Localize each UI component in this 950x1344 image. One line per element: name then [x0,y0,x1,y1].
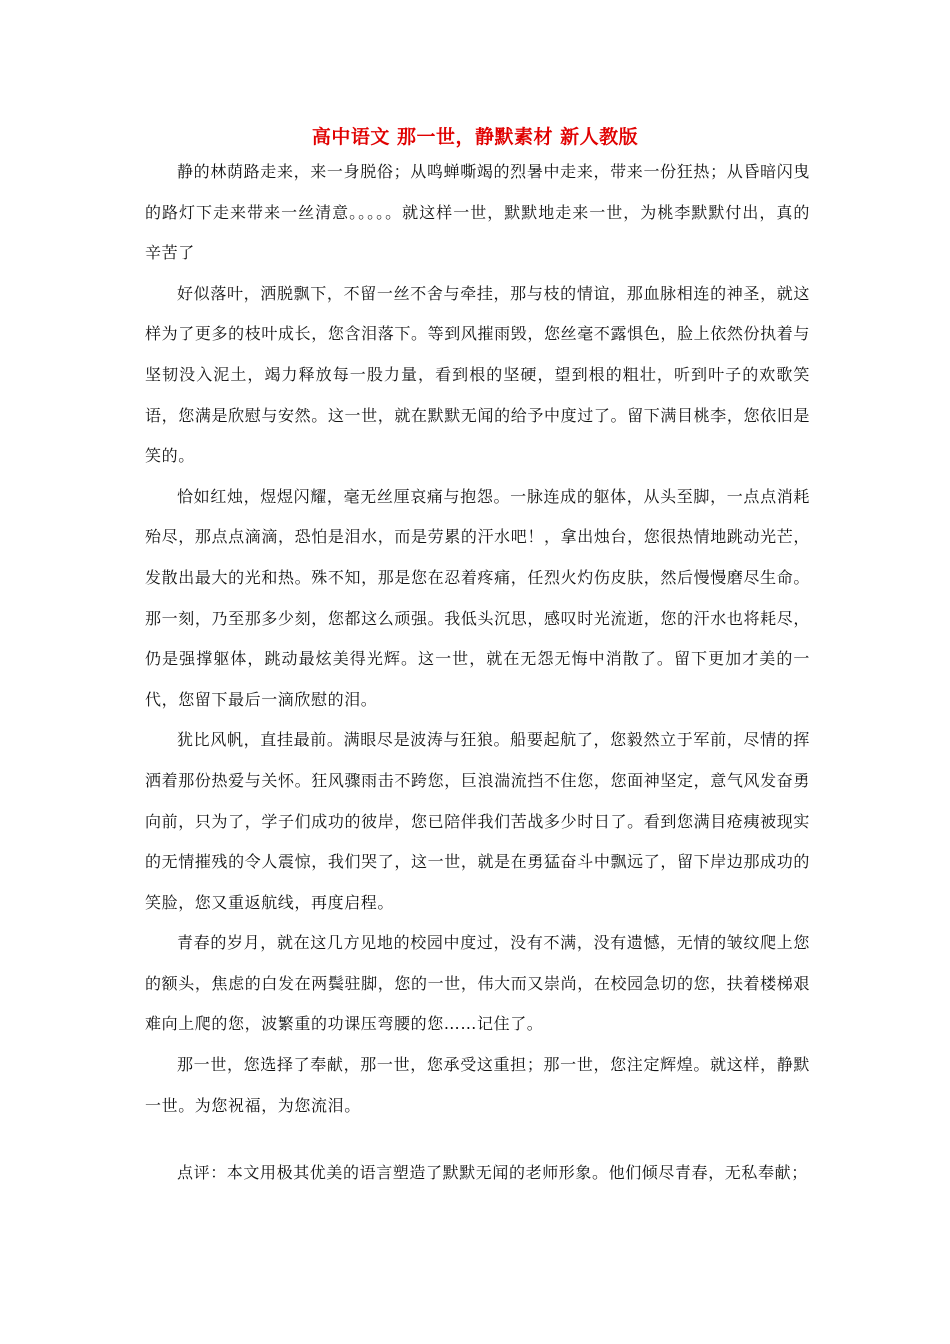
paragraph-5: 青春的岁月，就在这几方见地的校园中度过，没有不满，没有遗憾，无情的皱纹爬上您的额头，焦虑的白发在两鬓驻脚，您的一世，伟大而又崇尚，在校园急切的您，扶着楼梯艰难向上爬的您，波繁重的功课压弯腰的您……记住了。 [145,933,810,1034]
paragraph-3: 恰如红烛，煜煜闪耀，毫无丝厘哀痛与抱怨。一脉连成的躯体，从头至脚，一点点消耗殆尽，那点点滴滴，恐怕是泪水，而是劳累的汗水吧！，拿出烛台，您很热情地跳动光芒，发散出最大的光和热。殊不知，那是您在忍着疼痛，任烈火灼伤皮肤，然后慢慢磨尽生命。那一刻，乃至那多少刻，您都这么顽强。我低头沉思，感叹时光流逝，您的汗水也将耗尽，仍是强撑躯体，跳动最炫美得光辉。这一世，就在无怨无悔中消散了。留下更加才美的一代，您留下最后一滴欣慰的泪。 [145,486,810,709]
commentary: 点评：本文用极其优美的语言塑造了默默无闻的老师形象。他们倾尽青春，无私奉献； [177,1163,808,1182]
article-body [145,152,810,1126]
paragraph-2: 好似落叶，洒脱飘下，不留一丝不舍与牵挂，那与枝的情谊，那血脉相连的神圣，就这样为了更多的枝叶成长，您含泪落下。等到风摧雨毁，您丝毫不露惧色，脸上依然份执着与坚韧没入泥土，竭力释放每一股力量，看到根的坚硬，望到根的粗壮，听到叶子的欢歌笑语，您满是欣慰与安然。这一世，就在默默无闻的给予中度过了。留下满目桃李，您依旧是笑的。 [145,283,810,466]
paragraph-1: 静的林荫路走来，来一身脱俗；从鸣蝉嘶竭的烈暑中走来，带来一份狂热；从昏暗闪曳的路灯下走来带来一丝清意。。。。。就这样一世，默默地走来一世，为桃李默默付出，真的辛苦了 [145,162,810,263]
paragraph-4: 犹比风帆，直挂最前。满眼尽是波涛与狂狼。船要起航了，您毅然立于军前，尽情的挥洒着那份热爱与关怀。狂风骤雨击不跨您，巨浪湍流挡不住您，您面神坚定，意气风发奋勇向前，只为了，学子们成功的彼岸，您已陪伴我们苦战多少时日了。看到您满目疮痍被现实的无情摧残的令人震惊，我们哭了，这一世，就是在勇猛奋斗中飘远了，留下岸边那成功的笑脸，您又重返航线，再度启程。 [145,730,810,912]
document-title: 高中语文 那一世，静默素材 新人教版 [311,126,639,148]
paragraph-6: 那一世，您选择了奉献，那一世，您承受这重担；那一世，您注定辉煌。就这样，静默一世。为您祝福，为您流泪。 [145,1055,810,1115]
